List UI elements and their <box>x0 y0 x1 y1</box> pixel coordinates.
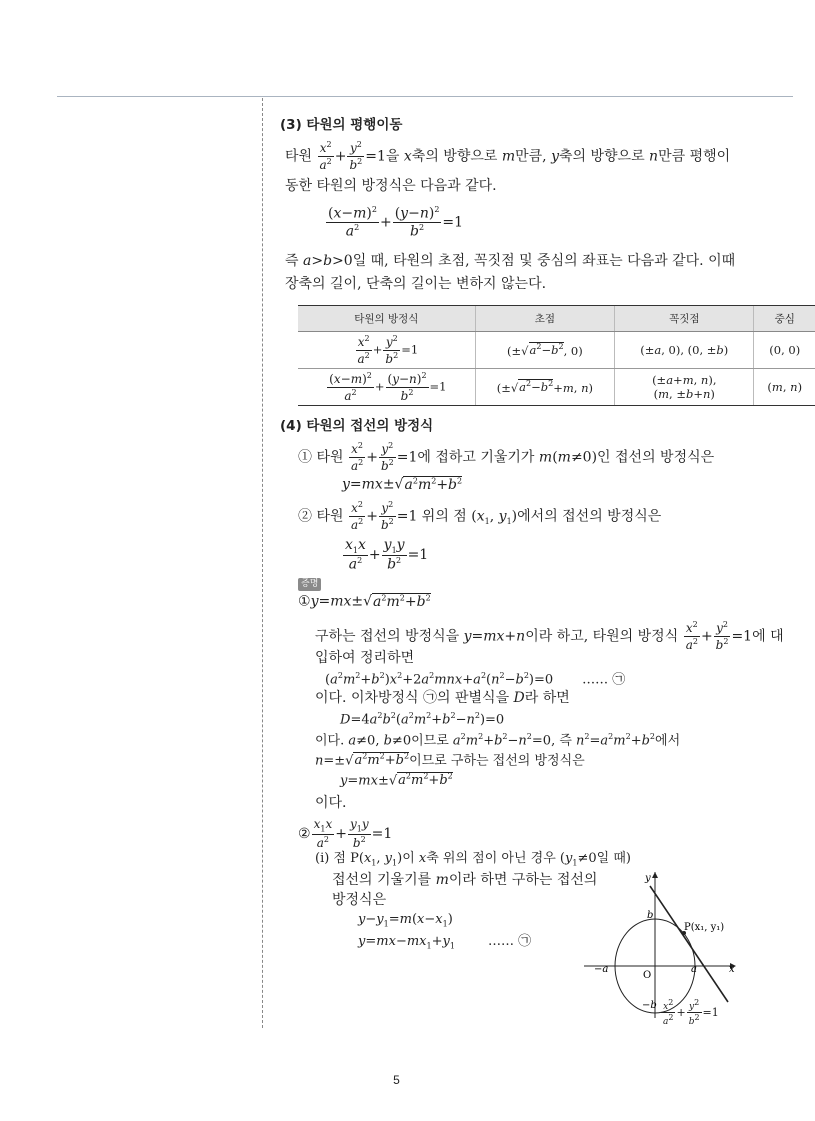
table-header-cell: 꼭짓점 <box>615 306 754 332</box>
table-header-cell: 중심 <box>754 306 815 332</box>
proof-2-case-1: (i) 점 $P(x_1$, $y_1$)이 x축 위의 점이 아닌 경우 ($y_1\ne 0$일 때) <box>315 851 631 868</box>
proof-2-line-2: 방정식은 <box>332 892 387 908</box>
paragraph-translation-1: 타원 $\frac{x^2}{a^2}$ + $\frac{y^2}{b^2}$ =1을 x축의 방향으로 m만큼, y축의 방향으로 n만큼 평행이 <box>285 140 731 172</box>
section-heading-tangent: (4) 타원의 접선의 방정식 <box>280 418 434 434</box>
graph-equation-label: $\frac{x^2}{a^2}$ + $\frac{y^2}{b^2}$ =1 <box>663 998 719 1028</box>
proof-1-line-3: 이다. 이차방정식 ㉠의 판별식을 D라 하면 <box>315 690 570 706</box>
proof-2-line-1: 접선의 기울기를 m이라 하면 구하는 접선의 <box>332 872 598 888</box>
equation-translated-ellipse: $\frac{(x-m)^2}{a^2}$ + $\frac{(y-n)^2}{b^2}$ =1 <box>328 205 464 240</box>
column-divider <box>262 98 263 1028</box>
proof-2-title: ② $\frac{x_1x}{a^2}$ + $\frac{y_1y}{b^2}$ =1 <box>298 817 393 850</box>
table-row <box>298 369 815 406</box>
y-axis-label: y <box>645 873 651 884</box>
equation-discriminant: $D=4a^2b^2(a^2m^2+b^2-n^2)=0$ <box>340 711 505 728</box>
proof-1-line-1: 구하는 접선의 방정식을 y=mx+n이라 하고, 타원의 방정식 $\frac{x^2}{a^2}$ + $\frac{y^2}{b^2}$ =1에 대 <box>315 620 784 652</box>
neg-a-label: −a <box>594 964 609 975</box>
x-axis-label: x <box>729 964 735 975</box>
proof-badge: 증명 <box>298 574 321 591</box>
table-header-cell: 타원의 방정식 <box>298 306 475 332</box>
table-row <box>298 332 815 369</box>
table-cell: ($\pm√a^2-b^2+m$, n) <box>475 369 614 406</box>
proof-1-title: $①y=mx\pm√a^2m^2+b^2$ <box>298 593 431 610</box>
proof-1-line-4: 이다. a≠0, b≠0이므로 $a^2m^2+b^2-n^2=0$, 즉 $n^2=a^2m^2+b^2$에서 <box>315 732 681 749</box>
table-cell: (0, 0) <box>754 332 815 369</box>
table-cell: (±a, 0), (0, ±b) <box>615 332 754 369</box>
equation-tangent-point: $\frac{x_1x}{a^2}$ + $\frac{y_1y}{b^2}$ =1 <box>345 537 429 573</box>
tangent-item-2: ② 타원 $\frac{x^2}{a^2}$ + $\frac{y^2}{b^2}$ =1 위의 점 ($x_1$, $y_1$)에서의 접선의 방정식은 <box>298 500 662 532</box>
proof-1-line-2: 입하여 정리하면 <box>315 650 415 666</box>
equation-quadratic: $(a^2m^2+b^2)x^2+2a^2mnx+a^2(n^2-b^2)=0$ …… ㉠ <box>325 671 626 688</box>
page-number: 5 <box>393 1073 400 1087</box>
point-p-label: P(x₁, y₁) <box>684 922 725 933</box>
equation-point-slope: $y-y_1=m(x-x_1)$ <box>358 912 453 929</box>
tangent-line <box>650 886 728 1002</box>
neg-b-label: −b <box>642 1000 657 1011</box>
ellipse-property-table <box>298 305 815 406</box>
proof-1-line-5: $n=\pm√a^2m^2+b^2$이므로 구하는 접선의 방정식은 <box>315 752 585 769</box>
equation-tangent-result: $y=mx\pm√a^2m^2+b^2$ <box>340 772 453 789</box>
table-cell: $\frac{x^2}{a^2}$ + $\frac{y^2}{b^2}$ =1 <box>298 332 475 369</box>
tangent-item-1: ① 타원 $\frac{x^2}{a^2}$ + $\frac{y^2}{b^2}$ =1에 접하고 기울기가 m(m≠0)인 접선의 방정식은 <box>298 441 715 473</box>
table-cell: (m, n) <box>754 369 815 406</box>
section-heading-translation: (3) 타원의 평행이동 <box>280 117 403 133</box>
table-cell: ($\pm√a^2-b^2$, 0) <box>475 332 614 369</box>
header-rule <box>57 96 793 97</box>
paragraph-translation-3: 즉 a>b>0일 때, 타원의 초점, 꼭짓점 및 중심의 좌표는 다음과 같다. 이때 <box>285 253 736 269</box>
equation-tangent-slope: $y=mx\pm√a^2m^2+b^2$ <box>342 476 463 493</box>
table-header-cell: 초점 <box>475 306 614 332</box>
table-header-row <box>298 306 815 332</box>
proof-1-line-6: 이다. <box>315 795 347 811</box>
origin-label: O <box>643 970 652 981</box>
b-label: b <box>647 910 654 921</box>
paragraph-translation-4: 장축의 길이, 단축의 길이는 변하지 않는다. <box>285 276 547 292</box>
a-label: a <box>691 964 697 975</box>
table-cell: $\frac{(x-m)^2}{a^2}$ + $\frac{(y-n)^2}{b^2}$ =1 <box>298 369 475 406</box>
equation-point-slope-expanded: $y=mx-mx_1+y_1$ …… ㉠ <box>358 934 532 951</box>
table-cell: (±a+m, n), (m, ±b+n) <box>615 369 754 406</box>
y-axis-arrow <box>652 872 658 878</box>
paragraph-translation-2: 동한 타원의 방정식은 다음과 같다. <box>285 178 497 194</box>
